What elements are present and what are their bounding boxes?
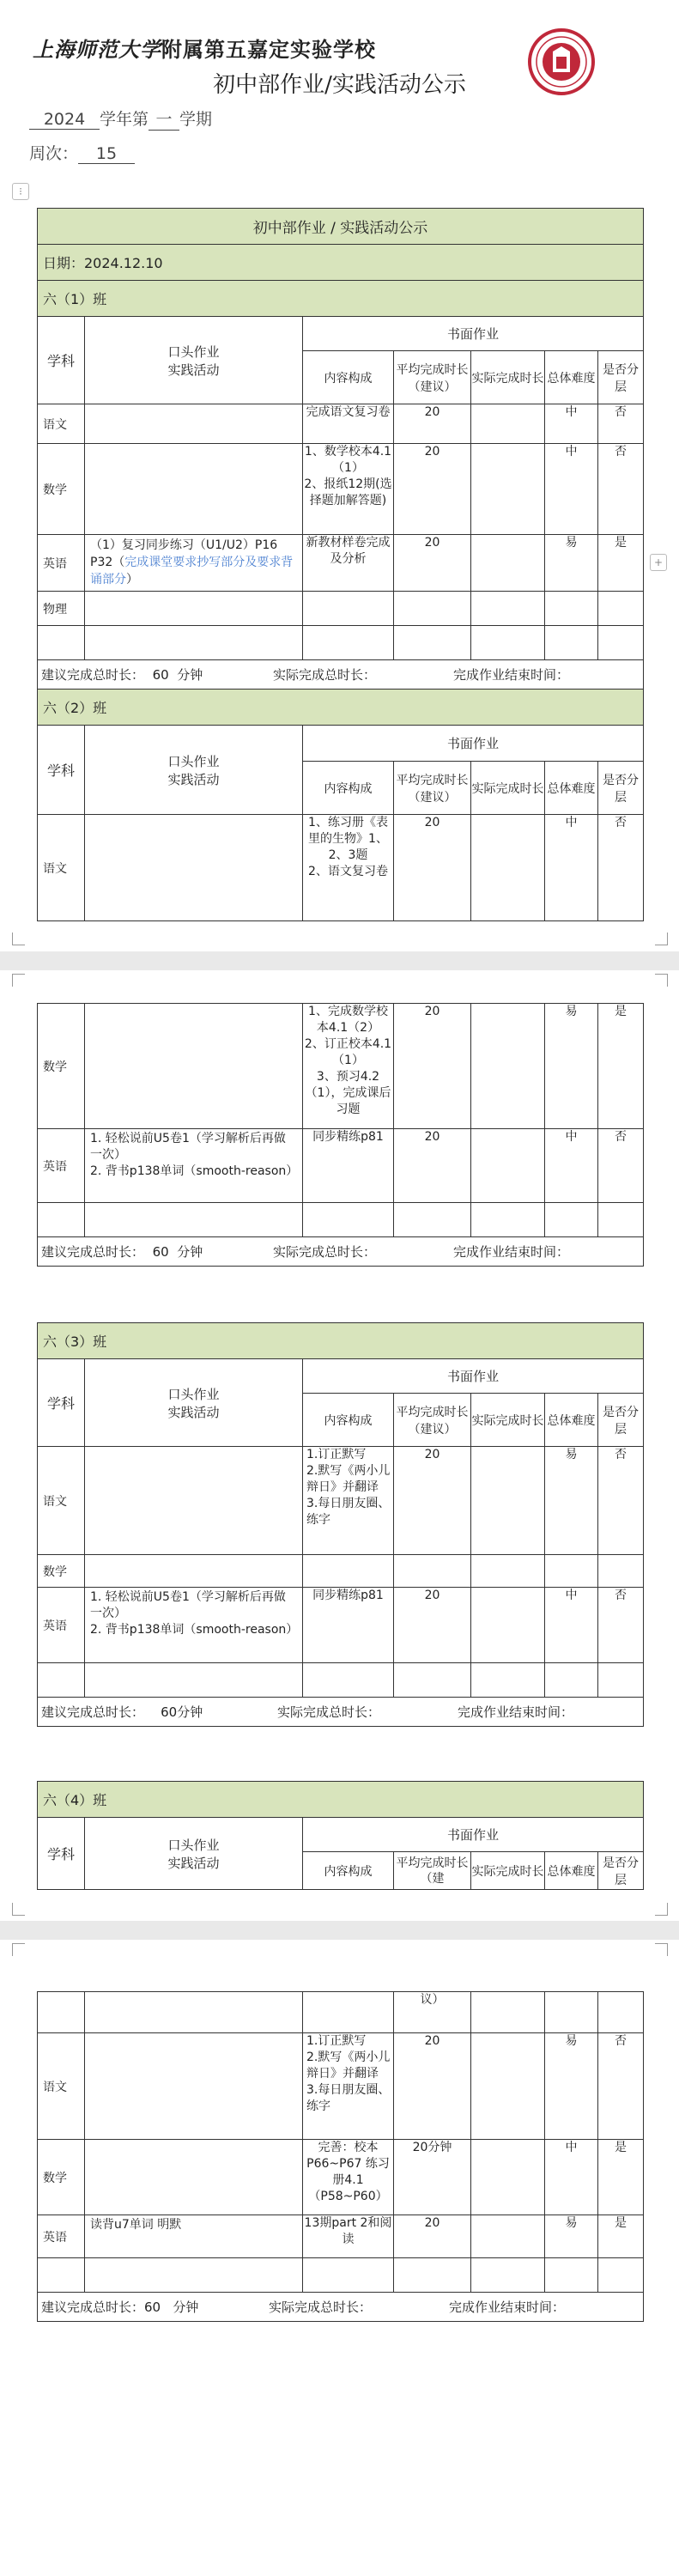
homework-table-class4-body: 议） 语文 1.订正默写 2.默写《两小儿辩日》并翻译 3.每日朋友圈、练字 20 易 否 数学 完善：校本P66~P67 练习册4.1（P58~P60） 20分钟 中 是 英语 读背u7单词 明默 13期part 2和阅读 20 易 是 建议完成总时长：60 分钟 实际完成总时长： 完成作业结束时间： [37,1991,644,2322]
table-row: 数学 完善：校本P66~P67 练习册4.1（P58~P60） 20分钟 中 是 [38,2140,644,2215]
week-value: 15 [78,144,135,164]
col-written: 书面作业 [303,317,644,351]
table-row: 语文 1.订正默写 2.默写《两小儿辩日》并翻译 3.每日朋友圈、练字 20 易 否 [38,2033,644,2140]
table-title: 初中部作业 / 实践活动公示 [38,209,644,245]
class-name: 六（4）班 [38,1782,644,1818]
col-content: 内容构成 [303,351,394,404]
table-row [38,2258,644,2293]
school-year-line: 2024 学年第 一 学期 [29,106,212,131]
year-value: 2024 [29,110,100,130]
add-row-icon[interactable]: + [650,554,667,571]
col-layered: 是否分层 [598,351,644,404]
col-difficulty: 总体难度 [545,351,598,404]
class-footer: 建议完成总时长： 60分钟 实际完成总时长： 完成作业结束时间： [38,1698,644,1727]
table-row: 物理 [38,592,644,626]
table-row [38,1663,644,1698]
page-3 [0,1940,679,2576]
class-footer: 建议完成总时长：60 分钟 实际完成总时长： 完成作业结束时间： [38,2293,644,2322]
table-row [38,1203,644,1237]
class-footer: 建议完成总时长： 60 分钟 实际完成总时长： 完成作业结束时间： [38,1237,644,1267]
table-row: 英语 （1）复习同步练习（U1/U2）P16 P32（完成课堂要求抄写部分及要求背诵部分） 新教材样卷完成及分析 20 易 是 [38,535,644,592]
page-1 [0,0,679,951]
homework-table-part1: 初中部作业 / 实践活动公示 日期：2024.12.10 六（1）班 学科 口头作业 实践活动 书面作业 内容构成 平均完成时长（建议） 实际完成时长 总体难度 是否分层 语文 完成语文复习卷 20 中 否 数学 1、数学校本4.1（1） 2、报纸12期(选择题加解答题) 20 中 否 英语 （1）复习同步练习（U1/U2）P16 P32（完成课堂要求抄写部分及要求背诵部分） 新教材样卷完成及分析 20 易 是 物理 建议完成总时长： 60 分钟 实际完成总时长： 完成作业结束时间： 六（2）班 学科 口头作业 实践活动 书面作业 内容构成 平均完成时长（建议） 实际完成时长 总体难度 是否分层 语文 1、练习册《表里的生物》1、2、3题 2、语文复习卷 20 中 否 [37,208,644,921]
table-row: 语文 完成语文复习卷 20 中 否 [38,404,644,444]
page-subtitle: 初中部作业/实践活动公示 [213,72,466,98]
table-row: 语文 1.订正默写 2.默写《两小儿辩日》并翻译 3.每日朋友圈、练字 20 易 否 [38,1447,644,1555]
class-footer: 建议完成总时长： 60 分钟 实际完成总时长： 完成作业结束时间： [38,660,644,690]
week-line: 周次： 15 [29,141,135,164]
col-subject: 学科 [38,317,85,404]
table-row [38,626,644,660]
table-row: 英语 1. 轻松说前U5卷1（学习解析后再做一次） 2. 背书p138单词（smooth-reason） 同步精练p81 20 中 否 [38,1588,644,1663]
col-actual-time: 实际完成时长 [471,351,545,404]
table-row: 数学 1、数学校本4.1（1） 2、报纸12期(选择题加解答题) 20 中 否 [38,444,644,535]
homework-table-class3: 六（3）班 学科 口头作业 实践活动 书面作业 内容构成 平均完成时长（建议） 实际完成时长 总体难度 是否分层 语文 1.订正默写 2.默写《两小儿辩日》并翻译 3.每日朋友圈、练字 20 易 否 数学 英语 1. 轻松说前U5卷1（学习解析后再做一次） 2. 背书p138单词（smooth-reason） 同步精练p81 20 中 否 建议完成总时长： 60分钟 实际完成总时长： 完成作业结束时间： [37,1322,644,1727]
class-name: 六（3）班 [38,1323,644,1359]
collapse-handle-icon[interactable]: ⁝ [12,183,29,200]
class-name: 六（1）班 [38,281,644,317]
class-name: 六（2）班 [38,690,644,726]
page-2 [0,970,679,1921]
col-oral: 口头作业 实践活动 [85,317,303,404]
school-name: 上海师范大学附属第五嘉定实验学校 [33,37,376,62]
col-avg-time: 平均完成时长（建议） [394,351,471,404]
table-row: 数学 1、完成数学校本4.1（2） 2、订正校本4.1（1） 3、预习4.2（1），完成课后习题 20 易 是 [38,1004,644,1129]
semester-value: 一 [149,106,179,131]
date-line: 日期：2024.12.10 [38,245,644,281]
homework-table-part2 [37,1003,644,1267]
homework-table-class4-head: 六（4）班 学科 口头作业 实践活动 书面作业 内容构成 平均完成时长（建 实际完成时长 总体难度 是否分层 [37,1781,644,1890]
table-row: 语文 1、练习册《表里的生物》1、2、3题 2、语文复习卷 20 中 否 [38,815,644,921]
table-row: 英语 读背u7单词 明默 13期part 2和阅读 20 易 是 [38,2215,644,2258]
table-row: 数学 [38,1555,644,1588]
table-row: 英语 1. 轻松说前U5卷1（学习解析后再做一次） 2. 背书p138单词（smooth-reason） 同步精练p81 20 中 否 [38,1129,644,1203]
